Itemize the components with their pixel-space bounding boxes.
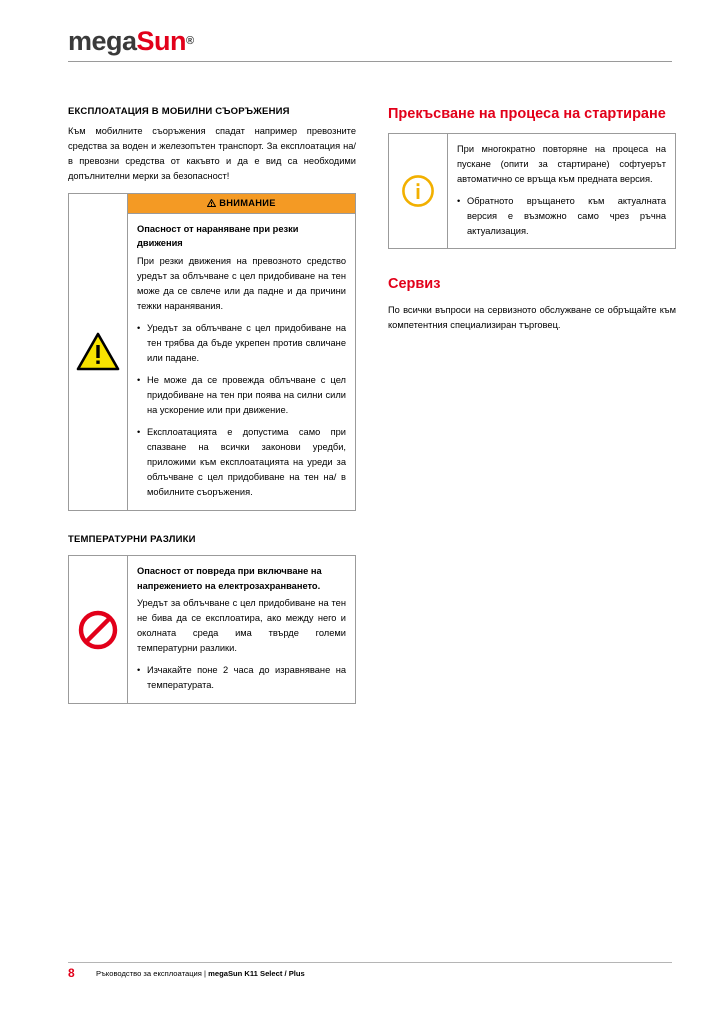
footer-caption-plain: Ръководство за експлоатация | bbox=[96, 969, 209, 978]
brand-logo bbox=[68, 28, 194, 55]
warning-content bbox=[128, 214, 355, 511]
prohibition-content bbox=[128, 556, 355, 703]
information-icon bbox=[401, 174, 435, 208]
warning-triangle-icon bbox=[76, 332, 120, 372]
heading-temperature-differences: ТЕМПЕРАТУРНИ РАЗЛИКИ bbox=[68, 534, 196, 546]
warning-title: Опасност от нараняване при резки движения bbox=[137, 223, 299, 249]
list-item: • Не може да се провежда облъчване с цел придобиване на тен при поява на силни сили на ускорение или при движение. bbox=[137, 373, 346, 418]
list-item: • Обратното връщането към актуалната версия е възможно само чрез ръчна актуализация. bbox=[457, 194, 666, 239]
prohibition-icon-cell bbox=[69, 556, 128, 703]
warning-box-temperature bbox=[68, 555, 356, 704]
info-box-startup bbox=[388, 133, 676, 249]
info-content bbox=[448, 134, 675, 248]
warning-body bbox=[128, 194, 355, 511]
warning-box-sudden-movements bbox=[68, 193, 356, 512]
warning-icon-cell bbox=[69, 194, 128, 511]
footer-caption bbox=[96, 969, 305, 978]
list-item: • Изчакайте поне 2 часа до изравняване на температурата. bbox=[137, 663, 346, 693]
warning-banner bbox=[128, 194, 355, 214]
logo-text-mega: mega bbox=[68, 26, 137, 56]
info-icon-cell bbox=[389, 134, 448, 248]
header-divider bbox=[68, 61, 672, 62]
prohibition-title: Опасност от повреда при включване на напрежението на електрозахранването. bbox=[137, 566, 322, 591]
paragraph-service: По всички въпроси на сервизното обслужване се обръщайте към компетентния специализиран търговец. bbox=[388, 304, 676, 331]
page-header bbox=[68, 28, 672, 68]
prohibition-bullet-list bbox=[137, 663, 346, 693]
paragraph-mobile-installations: Към мобилните съоръжения спадат например превозните средства за воден и железопътен транспорт. За експлоатация на/ в превозни средства от какъвто и да е вид са необходими допълнителни мерки за безопасност! bbox=[68, 125, 356, 181]
right-column bbox=[388, 105, 676, 342]
prohibition-text: Уредът за облъчване с цел придобиване на тен не бива да се експлоатира, ако между него и околната среда има твърде големи температурни разлики. bbox=[137, 598, 346, 654]
logo-text-sun: Sun bbox=[136, 26, 187, 56]
logo-registered-mark: ® bbox=[186, 35, 194, 47]
page-number: 8 bbox=[68, 966, 75, 980]
footer-caption-product: megaSun K11 Select / Plus bbox=[208, 969, 305, 978]
list-item: • Уредът за облъчване с цел придобиване на тен трябва да бъде укрепен против свличане или падане. bbox=[137, 321, 346, 366]
left-column bbox=[68, 105, 356, 704]
info-bullet-list bbox=[457, 194, 666, 239]
warning-banner-label: ВНИМАНИЕ bbox=[219, 197, 276, 208]
warning-bullet-list bbox=[137, 321, 346, 501]
prohibition-icon bbox=[77, 609, 119, 651]
heading-startup-interruption: Прекъсване на процеса на стартиране bbox=[388, 106, 666, 122]
banner-triangle-icon bbox=[207, 199, 216, 209]
heading-mobile-installations: ЕКСПЛОАТАЦИЯ В МОБИЛНИ СЪОРЪЖЕНИЯ bbox=[68, 106, 290, 117]
list-item: • Експлоатацията е допустима само при спазване на всички законови уредби, приложими към експлоатацията на уреди за облъчване с цел придобиване на тен на/ в мобилните съоръжения. bbox=[137, 425, 346, 500]
prohibition-body bbox=[128, 556, 355, 703]
heading-service: Сервиз bbox=[388, 276, 441, 293]
footer-divider bbox=[68, 962, 672, 963]
page-footer bbox=[68, 962, 672, 982]
warning-text: При резки движения на превозното средство уредът за облъчване с цел придобиване на тен може да се свлече или да падне и да причини тежки наранявания. bbox=[137, 255, 346, 311]
info-text: При многократно повторяне на процеса на пускане (опити за стартиране) софтуерът автоматично се връща към предната версия. bbox=[457, 143, 666, 184]
